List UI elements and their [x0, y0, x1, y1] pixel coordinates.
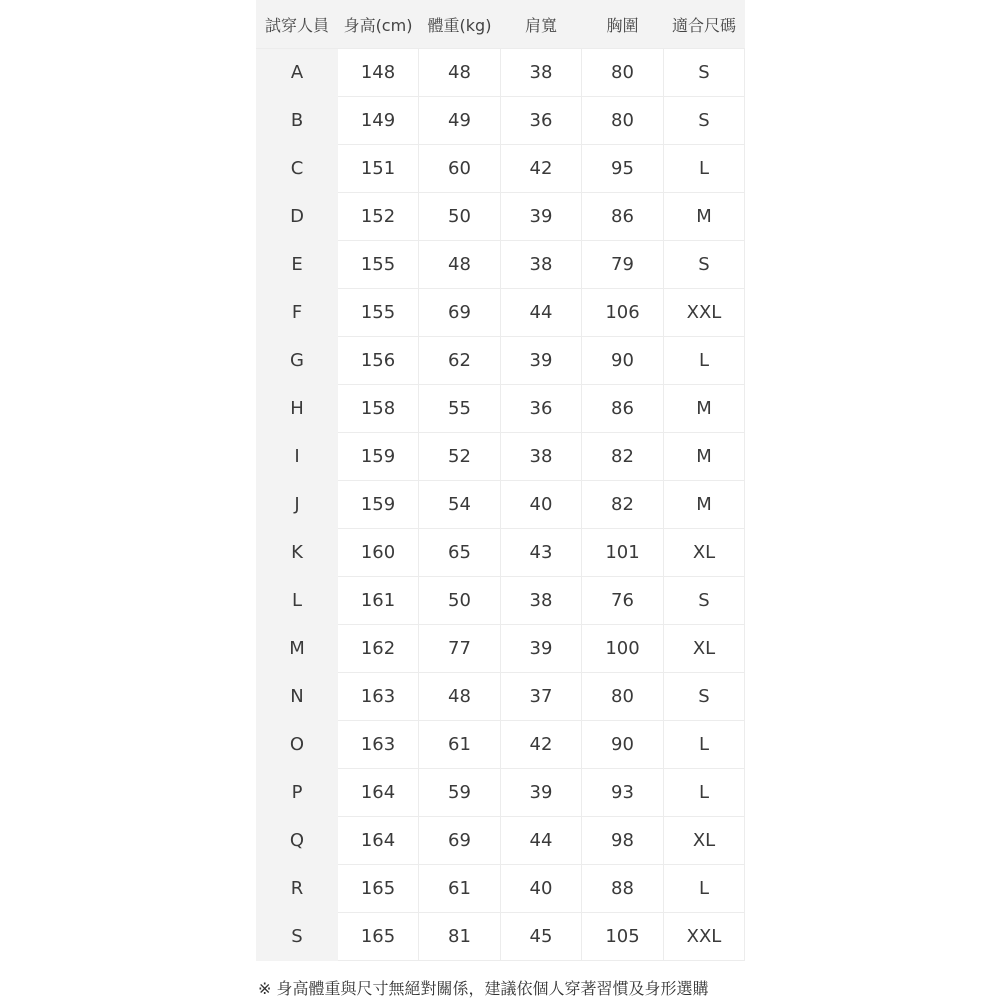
cell-shoulder: 37	[501, 673, 582, 721]
cell-shoulder: 39	[501, 625, 582, 673]
cell-size: L	[664, 865, 745, 913]
cell-shoulder: 38	[501, 577, 582, 625]
cell-weight: 69	[419, 289, 501, 337]
cell-tester: R	[257, 865, 338, 913]
cell-chest: 98	[582, 817, 664, 865]
cell-weight: 65	[419, 529, 501, 577]
table-row	[257, 769, 745, 817]
cell-shoulder: 42	[501, 721, 582, 769]
cell-tester: B	[257, 97, 338, 145]
cell-tester: F	[257, 289, 338, 337]
header-tester: 試穿人員	[257, 1, 338, 49]
table-row	[257, 913, 745, 961]
cell-tester: C	[257, 145, 338, 193]
cell-chest: 86	[582, 193, 664, 241]
cell-height: 165	[338, 913, 419, 961]
cell-height: 163	[338, 721, 419, 769]
cell-size: L	[664, 769, 745, 817]
cell-height: 152	[338, 193, 419, 241]
cell-height: 160	[338, 529, 419, 577]
cell-shoulder: 39	[501, 769, 582, 817]
cell-height: 164	[338, 769, 419, 817]
cell-size: XL	[664, 817, 745, 865]
cell-chest: 80	[582, 97, 664, 145]
cell-weight: 50	[419, 577, 501, 625]
cell-tester: O	[257, 721, 338, 769]
cell-tester: H	[257, 385, 338, 433]
table-body	[257, 49, 745, 961]
cell-size: S	[664, 49, 745, 97]
table-row	[257, 865, 745, 913]
cell-chest: 82	[582, 481, 664, 529]
cell-size: M	[664, 433, 745, 481]
table-header-row	[257, 1, 745, 49]
cell-shoulder: 38	[501, 433, 582, 481]
cell-height: 148	[338, 49, 419, 97]
cell-tester: E	[257, 241, 338, 289]
cell-weight: 55	[419, 385, 501, 433]
cell-height: 159	[338, 481, 419, 529]
cell-shoulder: 39	[501, 193, 582, 241]
header-size: 適合尺碼	[664, 1, 745, 49]
cell-height: 162	[338, 625, 419, 673]
cell-weight: 77	[419, 625, 501, 673]
cell-weight: 48	[419, 673, 501, 721]
table-row	[257, 49, 745, 97]
cell-height: 164	[338, 817, 419, 865]
table-row	[257, 577, 745, 625]
cell-tester: Q	[257, 817, 338, 865]
cell-height: 163	[338, 673, 419, 721]
cell-tester: K	[257, 529, 338, 577]
cell-chest: 93	[582, 769, 664, 817]
cell-height: 159	[338, 433, 419, 481]
cell-size: S	[664, 673, 745, 721]
cell-weight: 69	[419, 817, 501, 865]
cell-size: L	[664, 145, 745, 193]
cell-shoulder: 36	[501, 385, 582, 433]
cell-tester: D	[257, 193, 338, 241]
table-row	[257, 289, 745, 337]
table-row	[257, 673, 745, 721]
cell-shoulder: 40	[501, 865, 582, 913]
cell-size: L	[664, 721, 745, 769]
cell-weight: 60	[419, 145, 501, 193]
cell-chest: 100	[582, 625, 664, 673]
cell-tester: L	[257, 577, 338, 625]
cell-shoulder: 39	[501, 337, 582, 385]
cell-tester: I	[257, 433, 338, 481]
table-row	[257, 385, 745, 433]
cell-chest: 80	[582, 673, 664, 721]
cell-height: 155	[338, 289, 419, 337]
cell-height: 165	[338, 865, 419, 913]
cell-chest: 88	[582, 865, 664, 913]
cell-shoulder: 38	[501, 49, 582, 97]
header-chest: 胸圍	[582, 1, 664, 49]
cell-weight: 50	[419, 193, 501, 241]
cell-chest: 105	[582, 913, 664, 961]
cell-height: 149	[338, 97, 419, 145]
cell-weight: 61	[419, 721, 501, 769]
cell-tester: S	[257, 913, 338, 961]
table-row	[257, 721, 745, 769]
cell-tester: N	[257, 673, 338, 721]
cell-chest: 82	[582, 433, 664, 481]
cell-weight: 62	[419, 337, 501, 385]
cell-tester: J	[257, 481, 338, 529]
cell-weight: 52	[419, 433, 501, 481]
size-chart	[256, 0, 744, 961]
cell-size: M	[664, 481, 745, 529]
cell-size: XXL	[664, 913, 745, 961]
cell-size: S	[664, 577, 745, 625]
cell-weight: 81	[419, 913, 501, 961]
table-row	[257, 241, 745, 289]
cell-weight: 54	[419, 481, 501, 529]
cell-tester: P	[257, 769, 338, 817]
cell-size: XL	[664, 529, 745, 577]
cell-weight: 59	[419, 769, 501, 817]
cell-chest: 80	[582, 49, 664, 97]
cell-chest: 76	[582, 577, 664, 625]
table-row	[257, 193, 745, 241]
cell-chest: 90	[582, 721, 664, 769]
cell-size: S	[664, 241, 745, 289]
table-row	[257, 145, 745, 193]
cell-size: M	[664, 385, 745, 433]
cell-weight: 49	[419, 97, 501, 145]
cell-size: S	[664, 97, 745, 145]
cell-shoulder: 45	[501, 913, 582, 961]
table-row	[257, 481, 745, 529]
cell-tester: G	[257, 337, 338, 385]
header-shoulder: 肩寬	[501, 1, 582, 49]
cell-shoulder: 36	[501, 97, 582, 145]
cell-weight: 48	[419, 49, 501, 97]
cell-size: L	[664, 337, 745, 385]
cell-shoulder: 44	[501, 289, 582, 337]
table-row	[257, 817, 745, 865]
cell-size: XXL	[664, 289, 745, 337]
cell-shoulder: 38	[501, 241, 582, 289]
cell-weight: 61	[419, 865, 501, 913]
size-table	[256, 0, 745, 961]
cell-tester: M	[257, 625, 338, 673]
cell-chest: 106	[582, 289, 664, 337]
table-row	[257, 433, 745, 481]
cell-height: 158	[338, 385, 419, 433]
table-row	[257, 625, 745, 673]
cell-chest: 79	[582, 241, 664, 289]
table-row	[257, 337, 745, 385]
cell-height: 151	[338, 145, 419, 193]
cell-size: M	[664, 193, 745, 241]
cell-chest: 95	[582, 145, 664, 193]
cell-shoulder: 43	[501, 529, 582, 577]
cell-height: 155	[338, 241, 419, 289]
table-row	[257, 97, 745, 145]
cell-weight: 48	[419, 241, 501, 289]
cell-chest: 90	[582, 337, 664, 385]
disclaimer-note: ※ 身高體重與尺寸無絕對關係，建議依個人穿著習慣及身形選購	[258, 979, 709, 998]
cell-size: XL	[664, 625, 745, 673]
cell-height: 161	[338, 577, 419, 625]
cell-height: 156	[338, 337, 419, 385]
cell-shoulder: 42	[501, 145, 582, 193]
cell-chest: 101	[582, 529, 664, 577]
cell-tester: A	[257, 49, 338, 97]
cell-shoulder: 44	[501, 817, 582, 865]
header-height: 身高(cm)	[338, 1, 419, 49]
header-weight: 體重(kg)	[419, 1, 501, 49]
cell-shoulder: 40	[501, 481, 582, 529]
table-row	[257, 529, 745, 577]
cell-chest: 86	[582, 385, 664, 433]
